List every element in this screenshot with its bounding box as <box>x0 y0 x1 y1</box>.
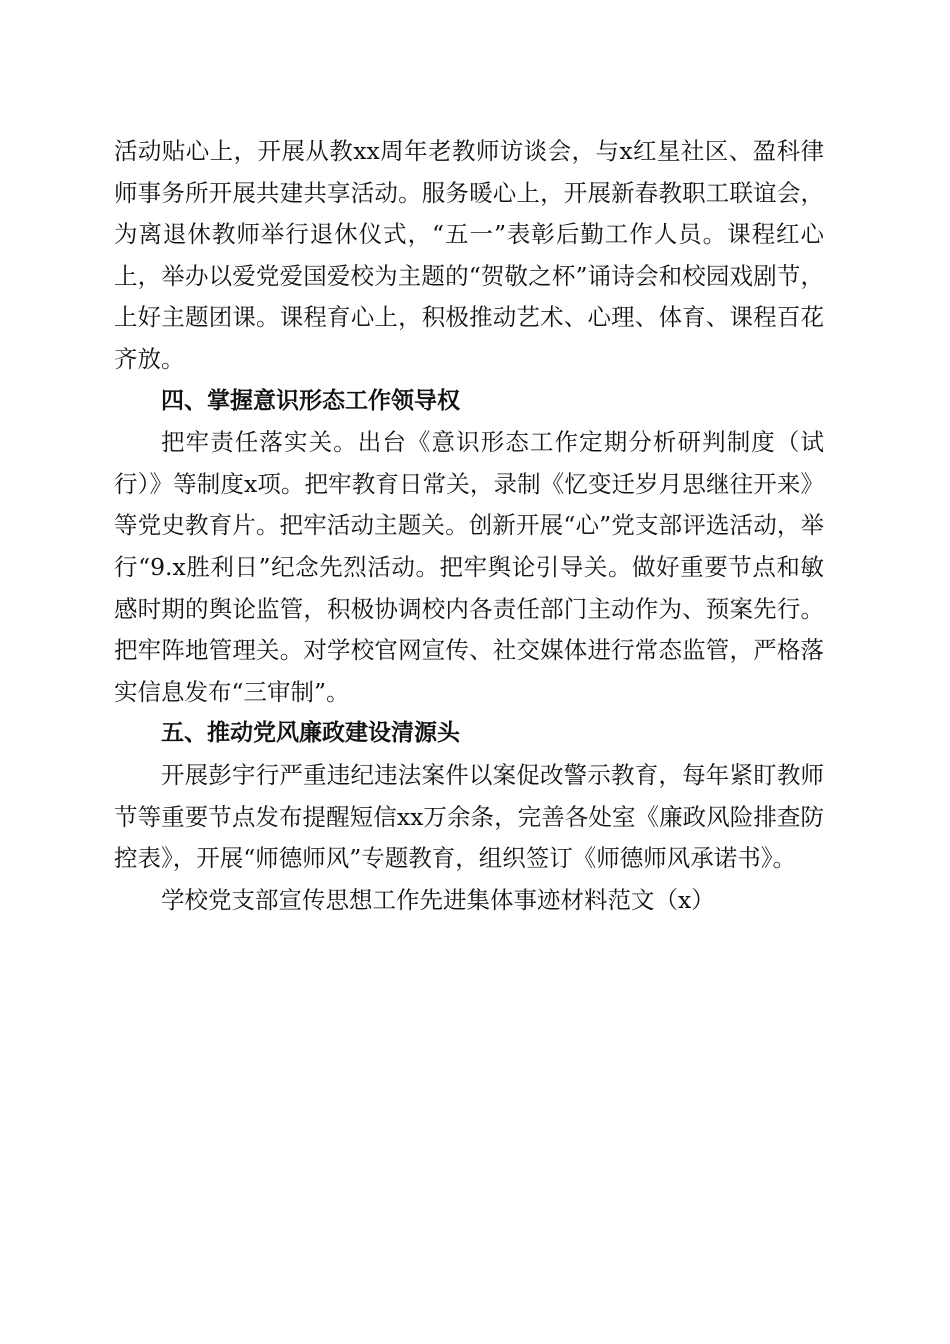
section-heading-ideology: 四、掌握意识形态工作领导权 <box>161 387 460 414</box>
paragraph-integrity: 开展彭宇行严重违纪违法案件以案促改警示教育，每年紧盯教师节等重要节点发布提醒短信xx万余条，完善各处室《廉政风险排查防控表》，开展“师德师风”专题教育，组织签订《师德师风承诺书》。 <box>114 760 824 873</box>
paragraph-ideology: 把牢责任落实关。出台《意识形态工作定期分析研判制度（试行）》等制度x项。把牢教育日常关，录制《忆变迁岁月思继往开来》等党史教育片。把牢活动主题关。创新开展“心”党支部评选活动，举行“9.x胜利日”纪念先烈活动。把牢舆论引导关。做好重要节点和敏感时期的舆论监管，积极协调校内各责任部门主动作为、预案先行。把牢阵地管理关。对学校官网宣传、社交媒体进行常态监管，严格落实信息发布“三审制”。 <box>114 428 824 706</box>
paragraph-activities: 活动贴心上，开展从教xx周年老教师访谈会，与x红星社区、盈科律师事务所开展共建共享活动。服务暖心上，开展新春教职工联谊会，为离退休教师举行退休仪式，“五一”表彰后勤工作人员。课程红心上，举办以爱党爱国爱校为主题的“贺敬之杯”诵诗会和校园戏剧节，上好主题团课。课程育心上，积极推动艺术、心理、体育、课程百花齐放。 <box>114 137 824 373</box>
paragraph-title-line: 学校党支部宣传思想工作先进集体事迹材料范文（x） <box>161 885 715 914</box>
section-heading-integrity: 五、推动党风廉政建设清源头 <box>161 720 460 747</box>
document-body <box>114 131 824 921</box>
